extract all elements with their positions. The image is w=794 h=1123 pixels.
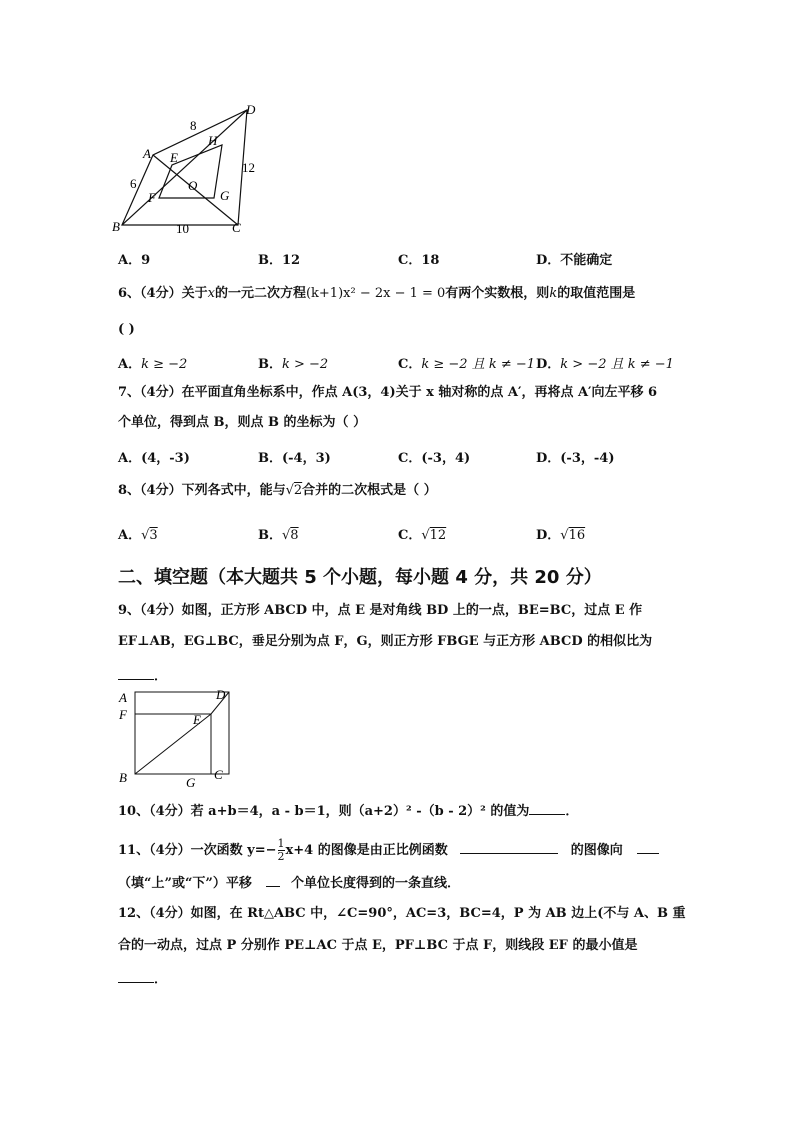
edge-cd-length: 12 — [242, 160, 255, 175]
q8-option-d[interactable]: D．√16 — [536, 528, 586, 543]
label-C: C — [214, 767, 223, 782]
q5-option-a[interactable]: A．9 — [118, 253, 151, 268]
edge-ab-length: 6 — [130, 176, 137, 191]
label-F: F — [119, 707, 127, 722]
q11-line1: 11、（4分）一次函数 y=− $\frac{1}{2}$ x+4 的图像是由正比例函数 的图像向 — [118, 838, 659, 863]
q11-line2: （填“上”或“下”）平移 个单位长度得到的一条直线． — [118, 873, 460, 893]
label-A: A — [119, 690, 127, 705]
q7-option-c[interactable]: C．(-3，4) — [398, 451, 471, 466]
q7-option-b[interactable]: B．(-4，3) — [258, 451, 331, 466]
q6-option-a[interactable]: A．k ≥ −2 — [118, 357, 188, 372]
quadrilateral-figure — [112, 100, 272, 236]
q8-option-b[interactable]: B．√8 — [258, 528, 299, 543]
label-C: C — [232, 220, 241, 235]
q6-option-b[interactable]: B．k > −2 — [258, 357, 329, 372]
label-F: F — [148, 190, 156, 205]
q8-stem-radicand: 2 — [293, 483, 303, 498]
label-O: O — [188, 178, 198, 193]
q11-blank-units[interactable] — [266, 873, 280, 887]
q5-option-b[interactable]: B．12 — [258, 253, 301, 268]
q9-line1: 9、（4分）如图，正方形 ABCD 中，点 E 是对角线 BD 上的一点，BE=BC，过点 E 作 — [118, 603, 643, 618]
label-H: H — [208, 133, 218, 148]
q8-stem: 8、（4分）下列各式中，能与√2合并的二次根式是（ ） — [118, 483, 437, 498]
q5-option-d[interactable]: D．不能确定 — [536, 253, 613, 268]
q8-option-a[interactable]: A．√3 — [118, 528, 158, 543]
label-D: D — [246, 102, 256, 117]
section-title-fill-in: 二、填空题（本大题共 5 个小题，每小题 4 分，共 20 分） — [118, 567, 602, 588]
q6-stem: 6、（4分）关于x的一元二次方程(k+1)x² − 2x − 1 = 0有两个实数根，则k的取值范围是 — [118, 286, 636, 301]
q9-answer-blank[interactable] — [118, 666, 154, 680]
q6-option-c[interactable]: C．k ≥ −2 且 k ≠ −1 — [398, 357, 536, 372]
q12-answer-blank[interactable] — [118, 969, 154, 983]
q9-line2: EF⊥AB，EG⊥BC，垂足分别为点 F，G，则正方形 FBGE 与正方形 ABCD 的相似比为 — [118, 634, 653, 649]
q8-option-c[interactable]: C．√12 — [398, 528, 447, 543]
q6-answer-paren: ( ) — [118, 322, 135, 337]
q5-option-c[interactable]: C．18 — [398, 253, 440, 268]
label-A: A — [143, 146, 151, 161]
q10-answer-blank[interactable] — [529, 801, 565, 815]
q12-line3: ． — [118, 969, 167, 989]
label-E: E — [170, 150, 178, 165]
edge-ad-length: 8 — [190, 118, 197, 133]
q11-fraction: $\frac{1}{2}$ — [277, 837, 285, 863]
q12-line2: 合的一动点，过点 P 分别作 PE⊥AC 于点 E，PF⊥BC 于点 F，则线段 EF 的最小值是 — [118, 938, 638, 953]
q7-option-a[interactable]: A．(4，-3) — [118, 451, 190, 466]
label-E: E — [193, 712, 201, 727]
label-B: B — [119, 770, 127, 785]
label-D: D — [216, 688, 226, 702]
diag-bd — [122, 110, 247, 225]
q6-option-d[interactable]: D．k > −2 且 k ≠ −1 — [536, 357, 674, 372]
label-G: G — [186, 775, 196, 788]
label-G: G — [220, 188, 230, 203]
square-abcd — [135, 692, 229, 774]
q11-blank-direction[interactable] — [637, 840, 659, 854]
q9-line3: ． — [118, 666, 167, 686]
q7-line1: 7、（4分）在平面直角坐标系中，作点 A(3，4)关于 x 轴对称的点 A′，再将点 A′向左平移 6 — [118, 385, 658, 400]
q7-option-d[interactable]: D．(-3，-4) — [536, 451, 615, 466]
q7-line2: 个单位，得到点 B，则点 B 的坐标为（ ） — [118, 415, 367, 430]
q11-blank-function[interactable] — [460, 840, 558, 854]
q12-line1: 12、（4分）如图，在 Rt△ABC 中，∠C=90°，AC=3，BC=4，P 为 AB 边上(不与 A、B 重 — [118, 906, 686, 921]
edge-bc-length: 10 — [176, 221, 189, 236]
label-B: B — [112, 219, 120, 234]
square-figure — [116, 688, 232, 788]
q10-stem: 10、（4分）若 a+b＝4，a - b＝1，则（a+2）² -（b - 2）² 的值为 ． — [118, 801, 578, 821]
